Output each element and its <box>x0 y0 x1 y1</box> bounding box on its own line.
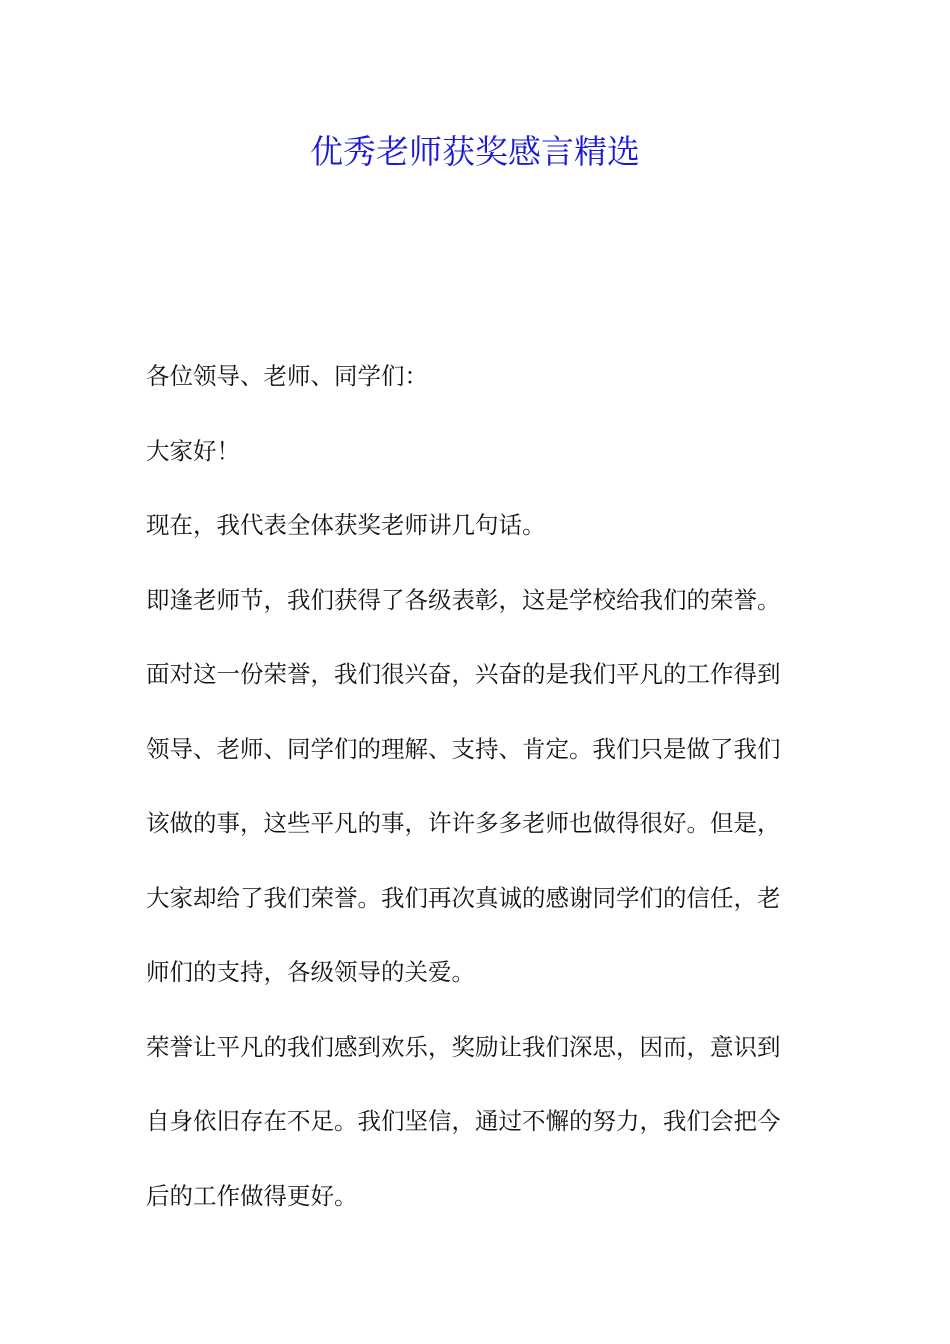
body-line: 后的工作做得更好。 <box>146 1181 358 1210</box>
body-line: 即逢老师节，我们获得了各级表彰，这是学校给我们的荣誉。 <box>146 585 781 614</box>
body-line: 荣誉让平凡的我们感到欢乐，奖励让我们深思，因而，意识到 <box>146 1032 781 1061</box>
body-line: 自身依旧存在不足。我们坚信，通过不懈的努力，我们会把今 <box>146 1107 781 1135</box>
greeting-line: 大家好！ <box>146 436 240 465</box>
body-line: 师们的支持，各级领导的关爱。 <box>146 958 475 986</box>
body-line: 该做的事，这些平凡的事，许许多多老师也做得很好。但是， <box>146 809 781 837</box>
document-body <box>146 339 808 1233</box>
body-line: 大家却给了我们荣誉。我们再次真诚的感谢同学们的信任，老 <box>146 883 781 912</box>
body-line: 领导、老师、同学们的理解、支持、肯定。我们只是做了我们 <box>146 734 781 763</box>
body-line: 面对这一份荣誉，我们很兴奋，兴奋的是我们平凡的工作得到 <box>146 660 781 688</box>
document-title: 优秀老师获奖感言精选 <box>310 132 640 171</box>
salutation-line: 各位领导、老师、同学们： <box>146 362 428 390</box>
body-line: 现在，我代表全体获奖老师讲几句话。 <box>146 511 546 539</box>
